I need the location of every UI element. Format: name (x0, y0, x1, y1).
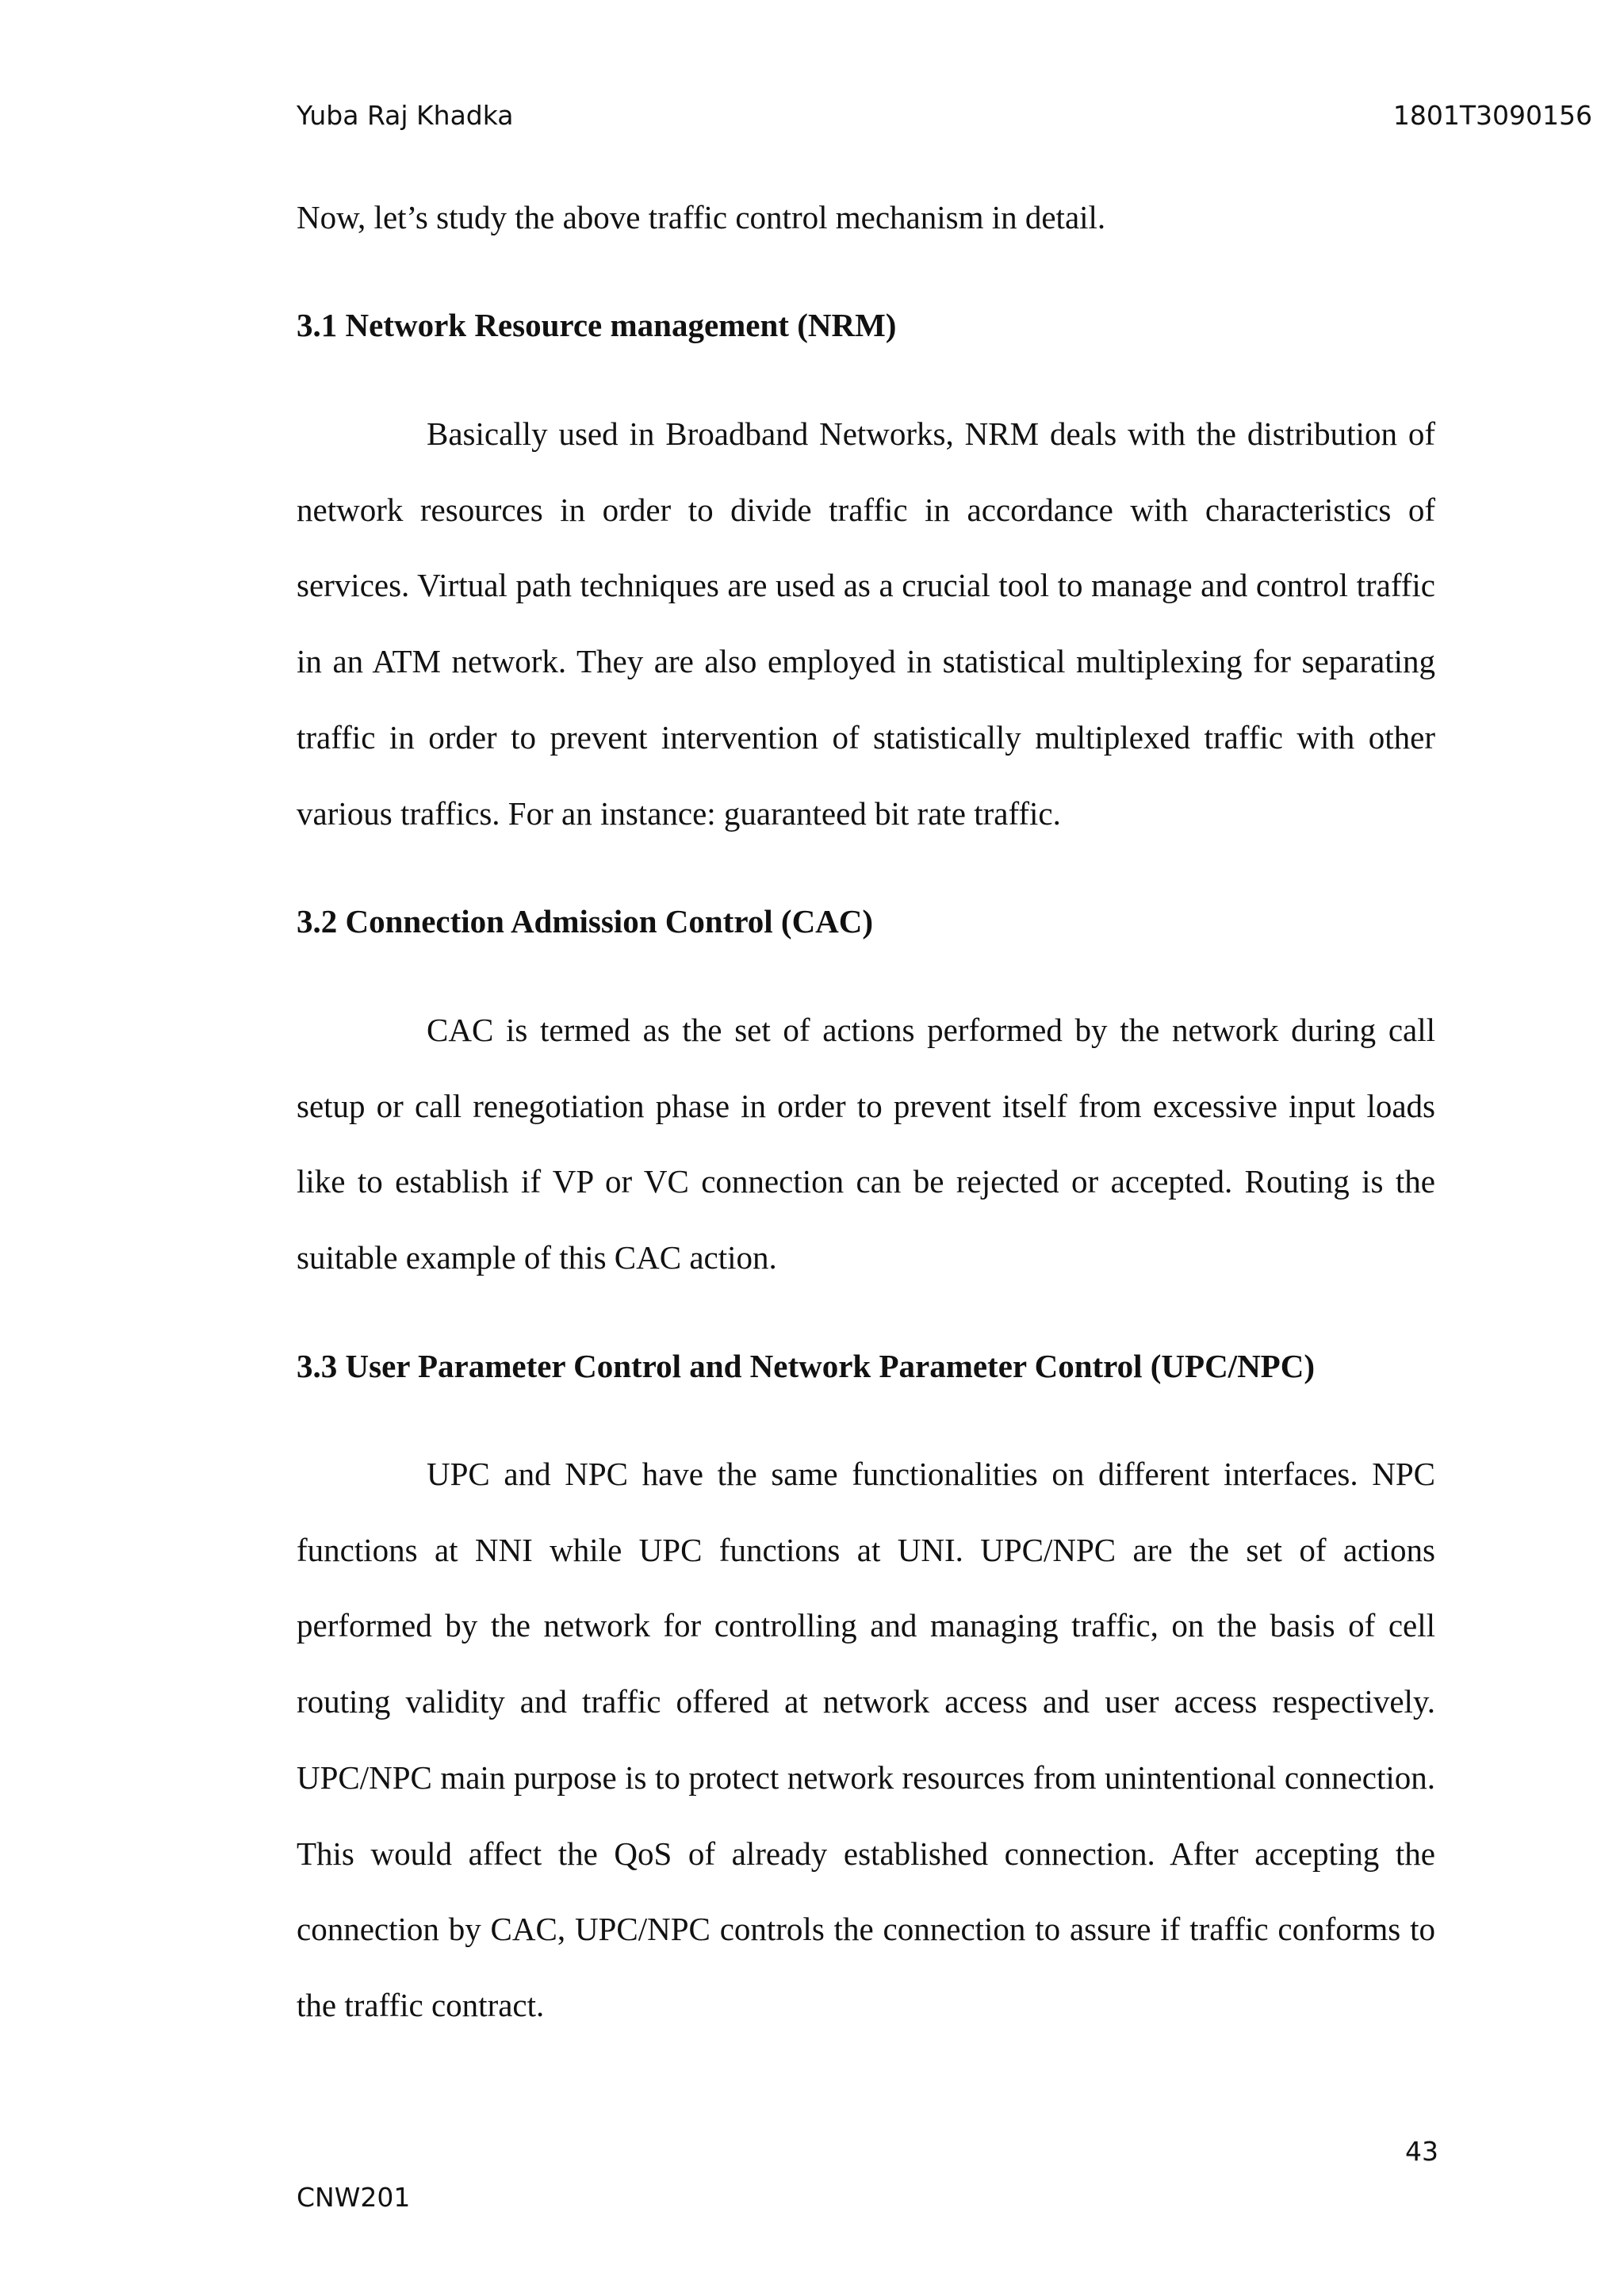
section-body-cac: CAC is termed as the set of actions performed by the network during call setup or call renegotiation phase in order to prevent itself from excessive input loads like to establish if VP or VC connection can be rejected or accepted. Routing is the suitable example of this CAC action. (297, 1012, 1435, 1276)
section-heading-upc-npc: 3.3 User Parameter Control and Network Parameter Control (UPC/NPC) (297, 1348, 1315, 1384)
footer-course-code: CNW201 (297, 2182, 411, 2213)
section-heading-cac: 3.2 Connection Admission Control (CAC) (297, 903, 874, 939)
header-author: Yuba Raj Khadka (297, 100, 514, 131)
section-body-nrm: Basically used in Broadband Networks, NRM deals with the distribution of network resources in order to divide traffic in accordance with characteristics of services. Virtual path techniques are used as a crucial tool to manage and control traffic in an ATM network. They are also employed in statistical multiplexing for separating traffic in order to prevent intervention of statistically multiplexed traffic with other various traffics. For an instance: guaranteed bit rate traffic. (297, 415, 1435, 832)
section-body-upc-npc: UPC and NPC have the same functionalities on different interfaces. NPC functions at NNI while UPC functions at UNI. UPC/NPC are the set of actions performed by the network for controlling and managing traffic, on the basis of cell routing validity and traffic offered at network access and user access respectively. UPC/NPC main purpose is to protect network resources from unintentional connection. This would affect the QoS of already established connection. After accepting the connection by CAC, UPC/NPC controls the connection to assure if traffic conforms to the traffic contract. (297, 1456, 1435, 2023)
intro-paragraph: Now, let’s study the above traffic control mechanism in detail. (297, 199, 1106, 235)
section-heading-nrm: 3.1 Network Resource management (NRM) (297, 307, 897, 343)
header-student-id: 1801T3090156 (1392, 100, 1592, 131)
page-number: 43 (1405, 2136, 1438, 2167)
